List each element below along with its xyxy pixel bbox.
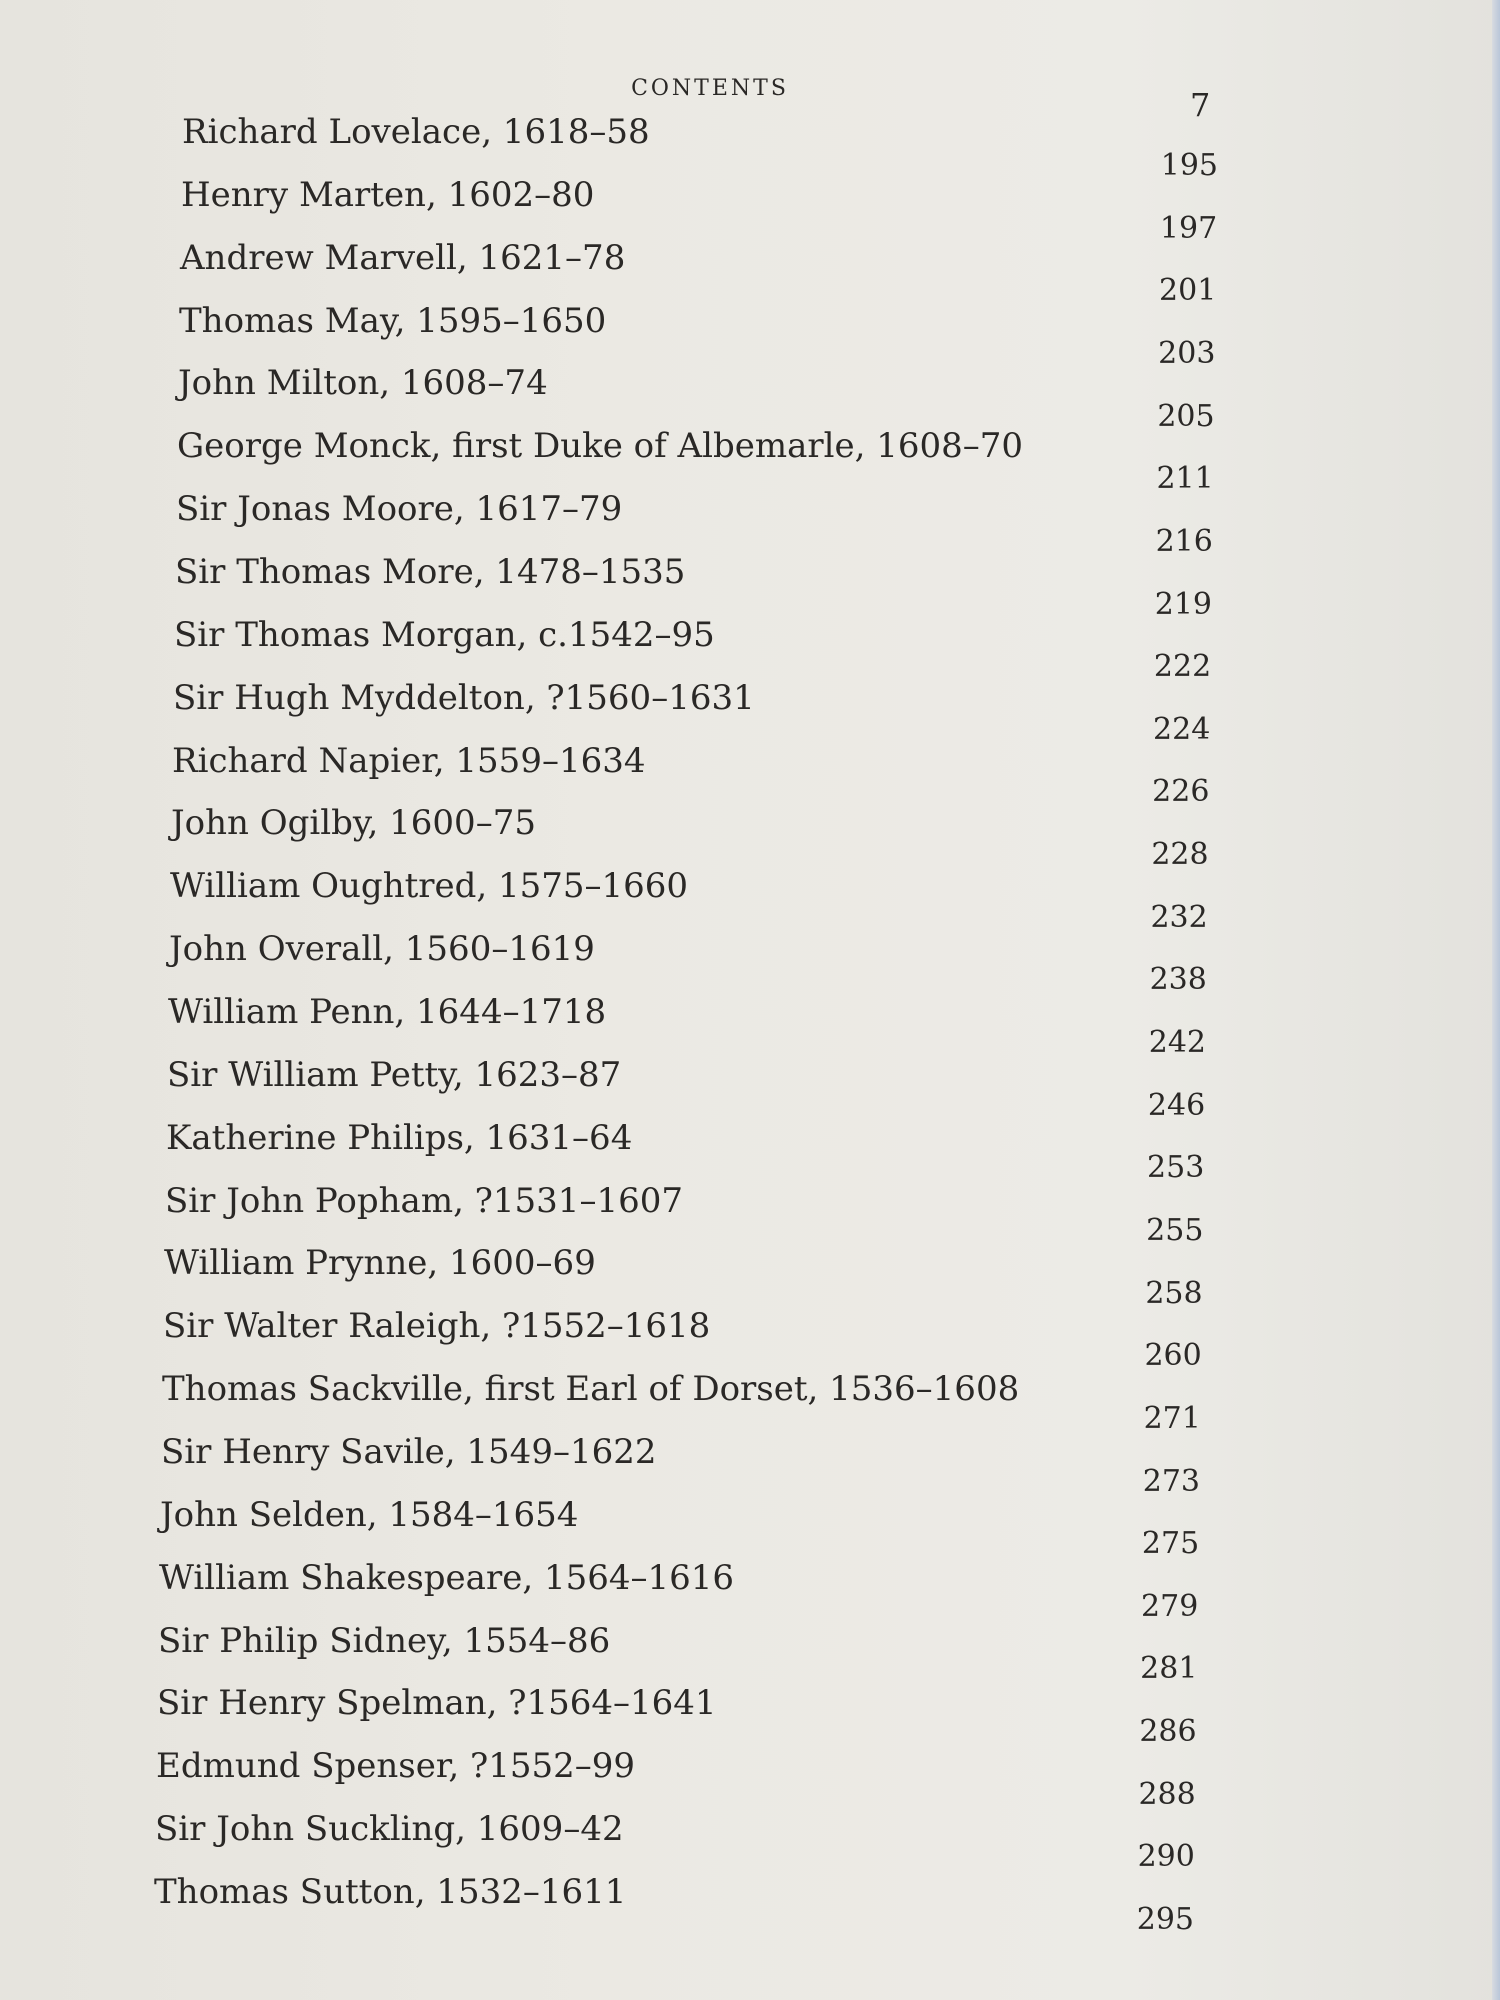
page-edge <box>1492 0 1500 2000</box>
toc-entry-page-number: 288 <box>1138 1776 1196 1812</box>
toc-entry-page-number: 195 <box>1160 148 1218 183</box>
toc-entry-page-number: 260 <box>1144 1338 1202 1374</box>
toc-entry-page-number: 211 <box>1156 461 1214 497</box>
toc-entry-page-number: 258 <box>1145 1275 1203 1311</box>
toc-entry-page-number: 226 <box>1152 774 1210 810</box>
toc-entry-page-number: 271 <box>1143 1400 1201 1436</box>
toc-entry-title: Sir Thomas Morgan, c.1542–95 <box>174 614 715 655</box>
toc-entry-title: John Selden, 1584–1654 <box>160 1494 579 1535</box>
toc-entry-page-number: 205 <box>1157 398 1215 434</box>
toc-entry-title: William Penn, 1644–1718 <box>168 992 607 1032</box>
toc-entry-title: Sir Philip Sidney, 1554–86 <box>158 1620 611 1661</box>
toc-entry-title: John Milton, 1608–74 <box>178 363 548 404</box>
toc-entry-title: Sir Thomas More, 1478–1535 <box>175 552 686 592</box>
toc-entry-page-number: 273 <box>1142 1463 1200 1499</box>
page-number: 7 <box>1190 86 1211 124</box>
toc-entry-page-number: 219 <box>1154 586 1212 622</box>
toc-entry-title: Richard Lovelace, 1618–58 <box>182 112 650 152</box>
toc-entry-title: John Overall, 1560–1619 <box>169 929 595 970</box>
toc-entry-title: Katherine Philips, 1631–64 <box>166 1117 633 1158</box>
toc-entry-title: Thomas Sackville, first Earl of Dorset, 1536–1608 <box>162 1369 1020 1410</box>
toc-entry-page-number: 228 <box>1151 837 1209 873</box>
toc-entry-title: Andrew Marvell, 1621–78 <box>180 237 626 278</box>
toc-entry-title: Sir John Suckling, 1609–42 <box>155 1809 624 1850</box>
toc-entry-page-number: 290 <box>1137 1839 1195 1875</box>
toc-entry-title: Henry Marten, 1602–80 <box>181 174 595 215</box>
toc-entry-title: Richard Napier, 1559–1634 <box>172 740 646 781</box>
toc-entry-title: John Ogilby, 1600–75 <box>171 803 536 844</box>
toc-entry-page-number: 295 <box>1136 1902 1194 1937</box>
toc-entry-page-number: 201 <box>1159 273 1217 309</box>
toc-entry-title: Edmund Spenser, ?1552–99 <box>156 1746 635 1787</box>
toc-entry-title: Sir Hugh Myddelton, ?1560–1631 <box>173 677 755 718</box>
toc-entry-page-number: 281 <box>1140 1651 1198 1687</box>
toc-entry-page-number: 224 <box>1153 711 1211 747</box>
toc-entry-title: Sir John Popham, ?1531–1607 <box>165 1180 683 1221</box>
toc-entry-title: William Prynne, 1600–69 <box>164 1243 596 1284</box>
toc-entry-page-number: 246 <box>1147 1087 1206 1123</box>
toc-entry-page-number: 197 <box>1159 210 1218 246</box>
toc-entry-title: Sir Jonas Moore, 1617–79 <box>176 489 623 530</box>
toc-entry-page-number: 232 <box>1150 899 1208 935</box>
toc-entry-page-number: 216 <box>1155 523 1213 559</box>
running-head: CONTENTS <box>631 76 789 101</box>
toc-entry-page-number: 255 <box>1146 1212 1204 1248</box>
toc-entry-title: Sir Henry Spelman, ?1564–1641 <box>157 1683 717 1724</box>
toc-entry-title: Thomas May, 1595–1650 <box>179 300 607 341</box>
toc-entry-page-number: 238 <box>1149 962 1207 998</box>
toc-entry-title: Sir Henry Savile, 1549–1622 <box>161 1432 657 1472</box>
toc-entry-page-number: 275 <box>1141 1526 1200 1562</box>
toc-entry-page-number: 279 <box>1141 1588 1199 1624</box>
toc-entry-title: William Oughtred, 1575–1660 <box>170 866 689 907</box>
toc-entry-title: Sir William Petty, 1623–87 <box>167 1054 622 1095</box>
toc-entry-page-number: 253 <box>1147 1150 1205 1186</box>
toc-entry-page-number: 222 <box>1153 649 1212 685</box>
toc-entry-page-number: 242 <box>1148 1025 1206 1060</box>
toc-entry-title: William Shakespeare, 1564–1616 <box>159 1557 734 1598</box>
toc-entry-title: Thomas Sutton, 1532–1611 <box>154 1872 627 1912</box>
toc-entry-title: George Monck, first Duke of Albemarle, 1608–70 <box>177 426 1024 467</box>
toc-entry-page-number: 203 <box>1158 335 1216 371</box>
toc-entry-title: Sir Walter Raleigh, ?1552–1618 <box>163 1306 711 1347</box>
toc-entry-page-number: 286 <box>1139 1714 1197 1750</box>
